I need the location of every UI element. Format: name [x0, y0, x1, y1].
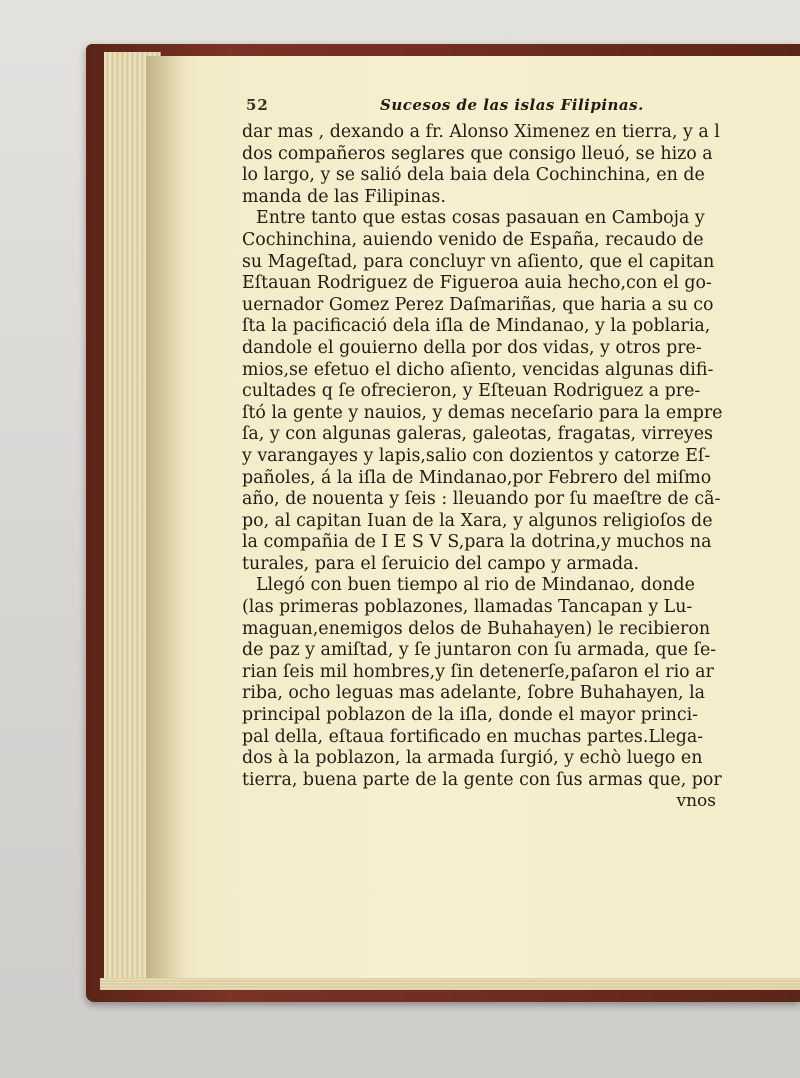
text-line: ſta la pacificació dela iſla de Mindanao, y la poblaria,	[242, 316, 711, 337]
page-header	[242, 92, 742, 122]
catchword: vnos	[676, 791, 716, 812]
text-line: Cochinchina, auiendo venido de España, recaudo de	[242, 229, 704, 250]
text-line: Llegó con buen tiempo al rio de Mindanao, donde	[256, 575, 695, 596]
text-line: Entre tanto que estas cosas pasauan en Camboja y	[256, 208, 705, 229]
text-line: principal poblazon de la iſla, donde el mayor princi-	[242, 705, 699, 726]
page-text	[242, 92, 742, 815]
text-line: (las primeras poblazones, llamadas Tancapan y Lu-	[242, 597, 693, 618]
text-lines	[242, 122, 742, 791]
page-number: 52	[246, 96, 269, 114]
page-bottom-edges	[100, 978, 800, 990]
text-line: rian ſeis mil hombres,y ſin detenerſe,paſaron el rio ar	[242, 661, 714, 682]
text-line: dos compañeros seglares que consigo lleuó, se hizo a	[242, 143, 713, 164]
catchword-row	[242, 791, 742, 815]
text-line: maguan,enemigos delos de Buhahayen) le recibieron	[242, 618, 711, 639]
running-head: Sucesos de las islas Filipinas.	[380, 96, 644, 114]
text-line: ſtó la gente y nauios, y demas neceſario para la empre	[242, 402, 723, 423]
text-line: pal della, eſtaua fortificado en muchas partes.Llega-	[242, 726, 704, 747]
text-line: riba, ocho leguas mas adelante, ſobre Buhahayen, la	[242, 683, 706, 704]
text-line: la compañia de I E S V S,para la dotrina,y muchos na	[242, 532, 712, 553]
text-line: lo largo, y se salió dela baia dela Cochinchina, en de	[242, 165, 705, 186]
text-line: año, de nouenta y ſeis : lleuando por ſu maeſtre de cã-	[242, 489, 721, 510]
text-line: po, al capitan Iuan de la Xara, y algunos religioſos de	[242, 510, 713, 531]
text-line: manda de las Filipinas.	[242, 186, 446, 207]
text-line: Eſtauan Rodriguez de Figueroa auia hecho,con el go-	[242, 273, 712, 294]
text-line: tierra, buena parte de la gente con ſus armas que, por	[242, 769, 722, 790]
text-line: pañoles, á la iſla de Mindanao,por Febrero del miſmo	[242, 467, 712, 488]
text-line: cultades q ſe ofrecieron, y Eſteuan Rodriguez a pre-	[242, 381, 701, 402]
gutter-shadow	[146, 56, 186, 978]
text-line: y varangayes y lapis,salio con dozientos y catorze Eſ-	[242, 445, 711, 466]
text-line: turales, para el ſeruicio del campo y armada.	[242, 553, 640, 574]
text-line: ſa, y con algunas galeras, galeotas, fragatas, virreyes	[242, 424, 713, 445]
text-line: uernador Gomez Perez Daſmariñas, que haria a su co	[242, 294, 714, 315]
text-line: de paz y amiſtad, y ſe juntaron con ſu armada, que ſe-	[242, 640, 717, 661]
text-line: dandole el gouierno della por dos vidas, y otros pre-	[242, 337, 702, 358]
text-line: su Mageſtad, para concluyr vn aſiento, que el capitan	[242, 251, 715, 272]
text-line: mios,se efetuo el dicho aſiento, vencidas algunas difi-	[242, 359, 714, 380]
text-line: dos à la poblazon, la armada ſurgió, y echò luego en	[242, 748, 703, 769]
text-line: dar mas , dexando a fr. Alonso Ximenez en tierra, y a l	[242, 122, 720, 142]
